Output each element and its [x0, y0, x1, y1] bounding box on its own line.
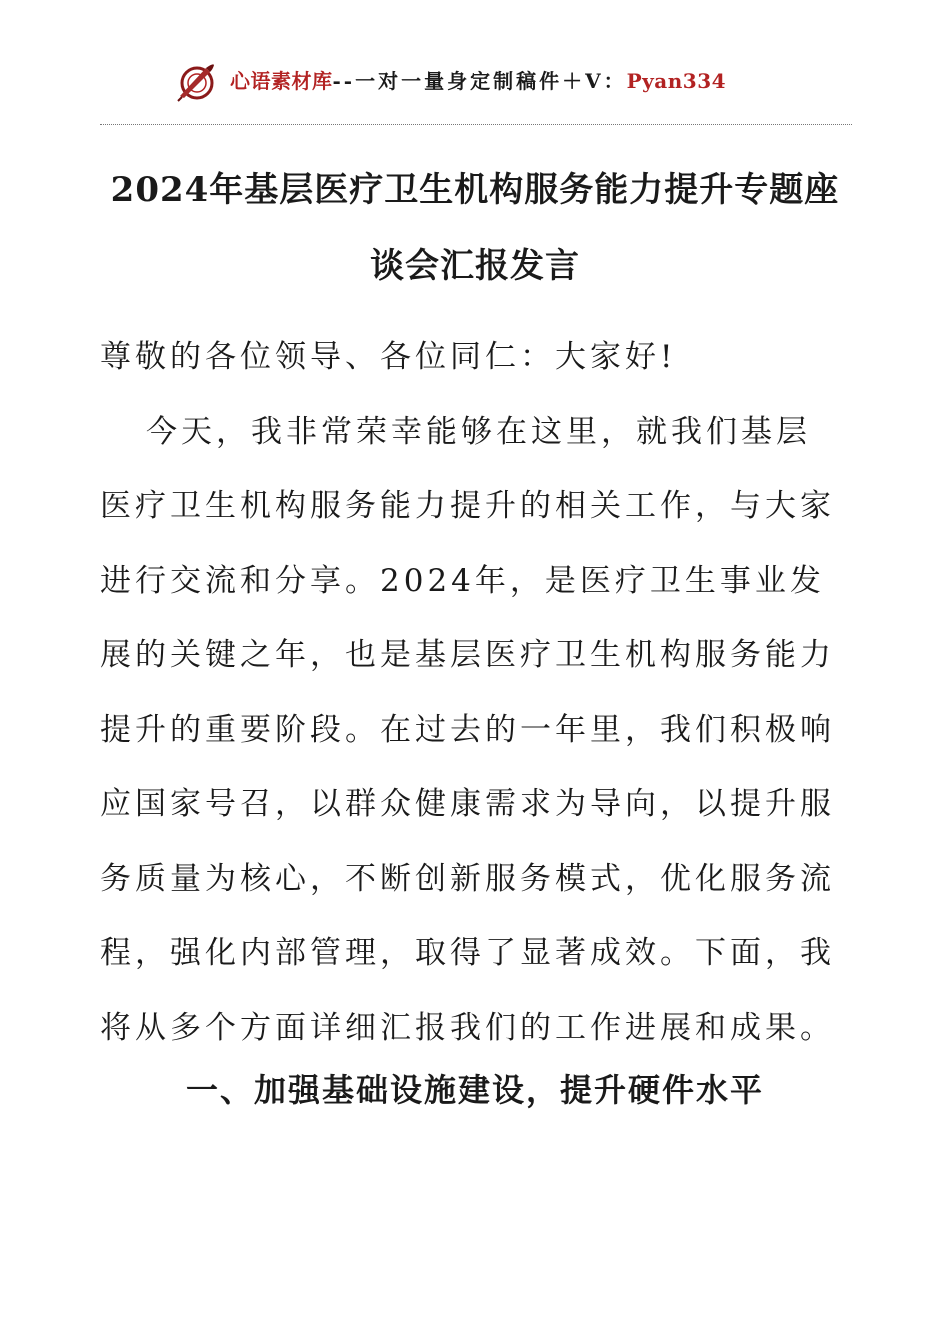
quill-pen-circle-icon: [176, 62, 216, 102]
paragraph-line: 展的关键之年，也是基层医疗卫生机构服务能力: [100, 637, 835, 673]
paragraph-line: 医疗卫生机构服务能力提升的相关工作，与大家: [100, 488, 835, 524]
brand-name: 心语素材库: [230, 69, 333, 93]
header-divider: [100, 124, 852, 125]
brand-tagline: --一对一量身定制稿件＋V：: [332, 69, 627, 93]
document-title: [95, 152, 855, 304]
brand-contact: Pyan334: [626, 69, 727, 93]
paragraph-line: 程，强化内部管理，取得了显著成效。下面，我: [100, 935, 835, 971]
paragraph-line: 务质量为核心，不断创新服务模式，优化服务流: [100, 860, 835, 897]
paragraph-line: 将从多个方面详细汇报我们的工作进展和成果。: [100, 1009, 835, 1046]
salutation: 尊敬的各位领导、各位同仁：大家好!: [100, 339, 677, 375]
section-heading: 一、加强基础设施建设，提升硬件水平: [185, 1071, 764, 1109]
brand-text: [230, 66, 726, 96]
paragraph-line: 今天，我非常荣幸能够在这里，就我们基层: [146, 413, 811, 450]
title-line: 2024年基层医疗卫生机构服务能力提升专题座: [110, 170, 840, 210]
paragraph-line: 进行交流和分享。2024年，是医疗卫生事业发: [100, 562, 825, 599]
paragraph-line: 应国家号召，以群众健康需求为导向，以提升服: [100, 786, 835, 822]
paragraph-line: 提升的重要阶段。在过去的一年里，我们积极响: [100, 711, 835, 748]
document-body: [100, 320, 850, 1065]
page-header: [0, 60, 950, 106]
title-line: 谈会汇报发言: [370, 246, 580, 286]
